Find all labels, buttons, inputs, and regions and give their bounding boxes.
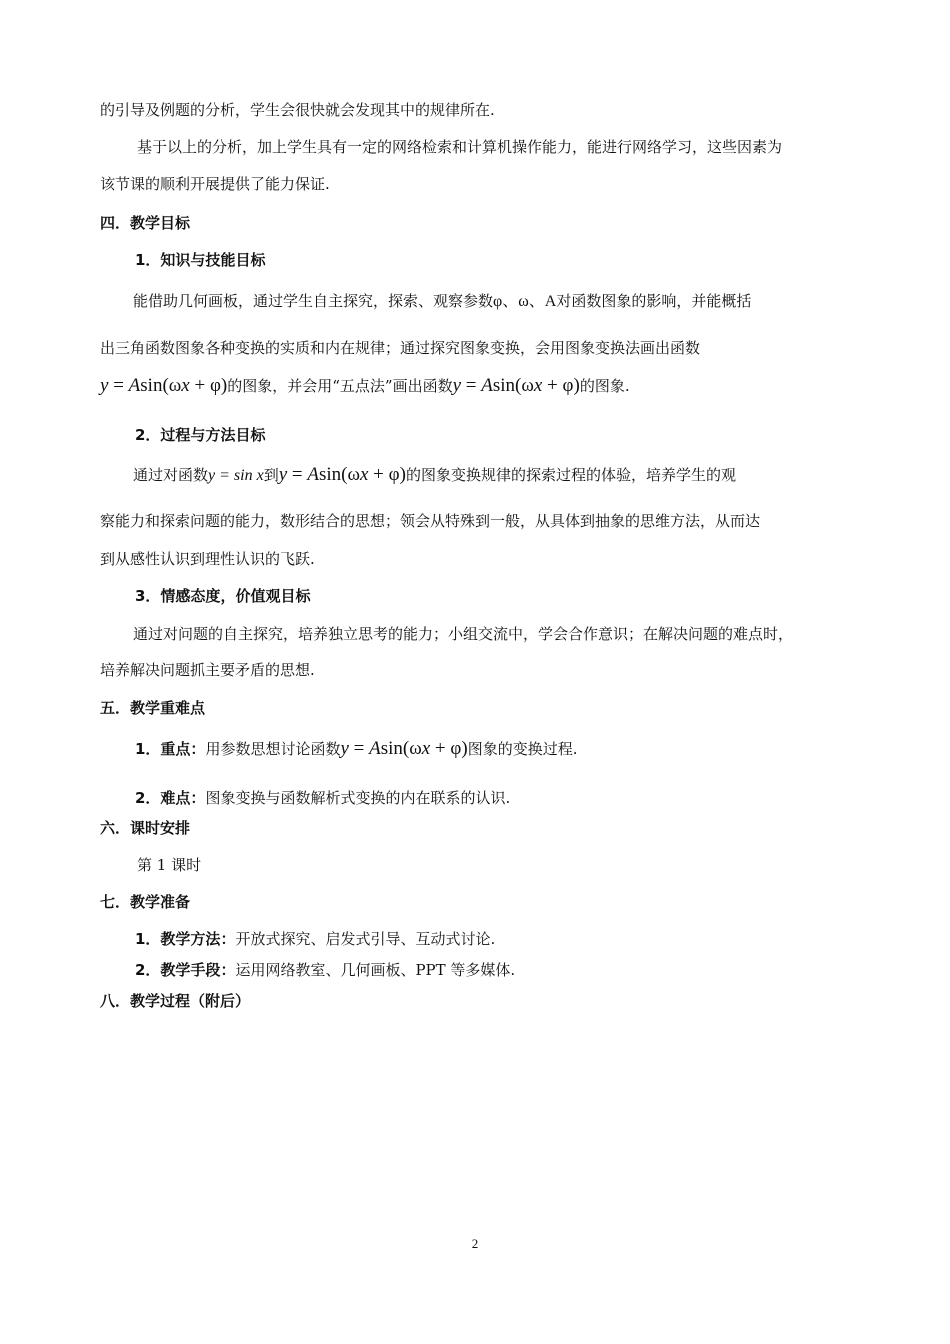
- page-number: 2: [471, 1236, 479, 1251]
- text-span: 能借助几何画板，通过学生自主探究，探索、观察参数: [133, 292, 494, 310]
- section-heading: 六．课时安排: [100, 819, 191, 837]
- section-heading: 八．教学过程（附后）: [100, 992, 251, 1010]
- formula: y = Asin(ωx + φ): [100, 375, 228, 396]
- text-span: 运用网络教室、几何画板、PPT 等多媒体.: [235, 961, 516, 979]
- text-span: 用参数思想讨论函数: [205, 740, 341, 758]
- text-span: 的图象，并会用“五点法”画出函数: [227, 377, 453, 395]
- paragraph-line: 的引导及例题的分析，学生会很快就会发现其中的规律所在.: [100, 101, 495, 119]
- paragraph-line: 到从感性认识到理性认识的飞跃.: [100, 550, 315, 568]
- formula: y = Asin(ωx + φ): [452, 375, 580, 396]
- text-span: 的图象变换规律的探索过程的体验，培养学生的观: [405, 466, 736, 484]
- paragraph-line: 培养解决问题抓主要矛盾的思想.: [100, 661, 315, 679]
- text-span: 通过对函数: [133, 466, 209, 484]
- subsection-heading: 2．过程与方法目标: [135, 426, 266, 444]
- param-symbols: φ、ω、A: [493, 293, 557, 310]
- paragraph-line: 第 1 课时: [137, 856, 202, 874]
- text-span: 到: [263, 466, 279, 484]
- section-heading: 五．教学重难点: [100, 699, 206, 717]
- item-label: 1．教学方法：: [135, 930, 236, 948]
- formula: y = Asin(ωx + φ): [340, 738, 468, 759]
- section-heading: 七．教学准备: [100, 893, 191, 911]
- subsection-heading: 3．情感态度，价值观目标: [135, 587, 311, 605]
- paragraph-line: 该节课的顺利开展提供了能力保证.: [100, 175, 330, 193]
- paragraph-line: 出三角函数图象各种变换的实质和内在规律；通过探究图象变换，会用图象变换法画出函数: [100, 339, 701, 357]
- section-heading: 四．教学目标: [100, 214, 191, 232]
- formula: y = Asin(ωx + φ): [278, 464, 406, 485]
- formula: y = sin x: [208, 467, 264, 484]
- text-span: 的图象.: [579, 377, 630, 395]
- paragraph-line: [135, 788, 510, 808]
- item-label: 2．难点：: [135, 789, 206, 807]
- paragraph-line: [133, 291, 751, 312]
- paragraph-line: [133, 465, 736, 486]
- text-span: 图象的变换过程.: [467, 740, 578, 758]
- subsection-heading: 1．知识与技能目标: [135, 251, 266, 269]
- item-label: 2．教学手段：: [135, 961, 236, 979]
- paragraph-line: 基于以上的分析，加上学生具有一定的网络检索和计算机操作能力，能进行网络学习，这些因素为: [137, 138, 783, 156]
- paragraph-line: [135, 960, 515, 980]
- paragraph-line: [135, 929, 495, 949]
- paragraph-line: 察能力和探索问题的能力，数形结合的思想；领会从特殊到一般，从具体到抽象的思维方法，从而达: [100, 512, 761, 530]
- paragraph-line: [135, 739, 577, 759]
- text-span: 开放式探究、启发式引导、互动式讨论.: [235, 930, 496, 948]
- item-label: 1．重点：: [135, 740, 206, 758]
- paragraph-line: 通过对问题的自主探究，培养独立思考的能力；小组交流中，学会合作意识；在解决问题的难点时，: [133, 625, 794, 643]
- paragraph-line: [100, 376, 630, 396]
- text-span: 对函数图象的影响，并能概括: [556, 292, 752, 310]
- text-span: 图象变换与函数解析式变换的内在联系的认识.: [205, 789, 511, 807]
